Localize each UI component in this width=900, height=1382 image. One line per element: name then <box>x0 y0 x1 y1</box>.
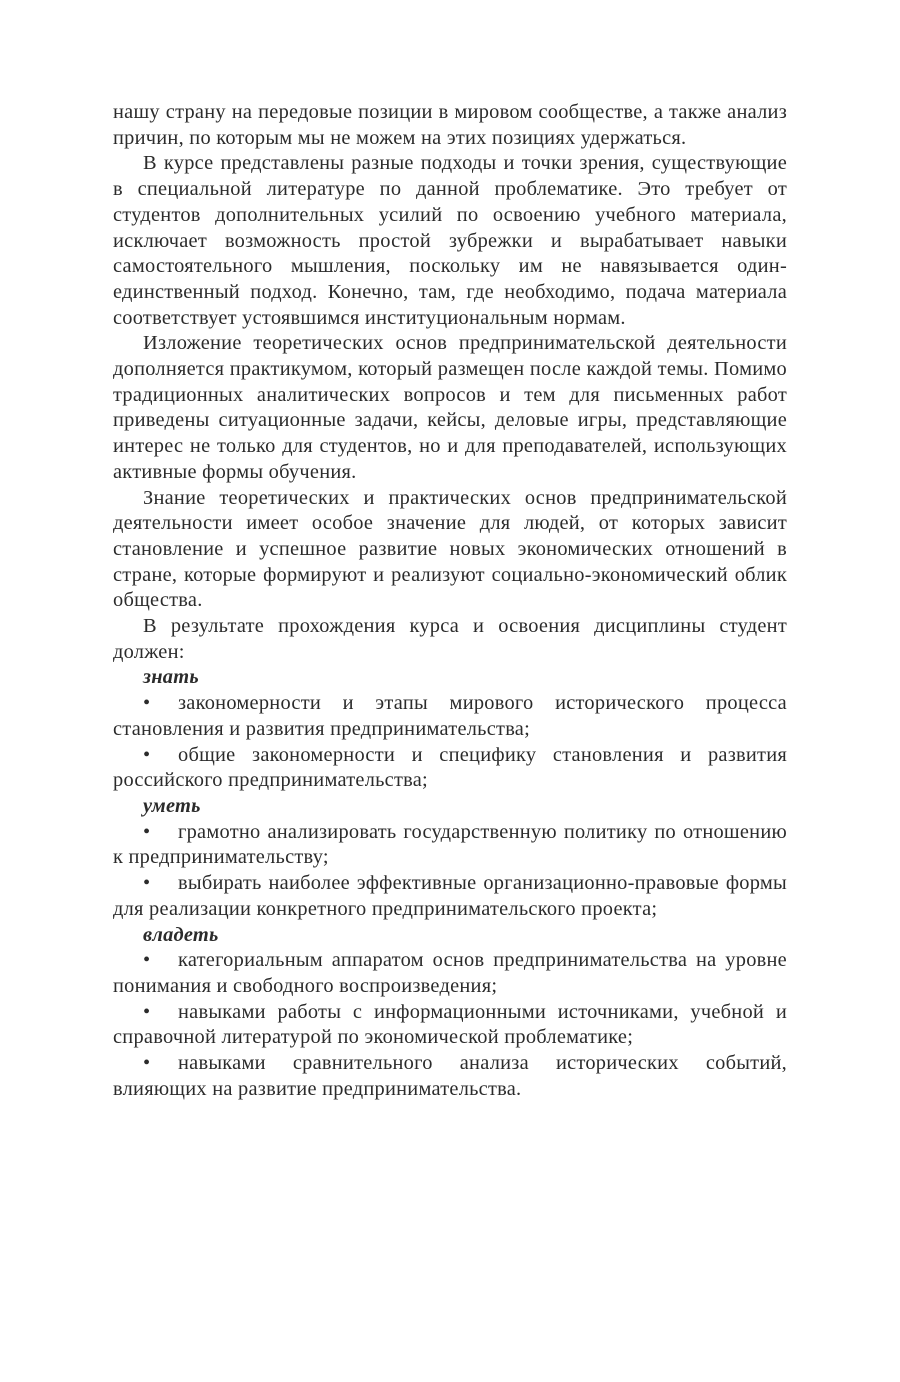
list-item-text: выбирать наиболее эффективные организационно-правовые формы для реализации конкретного предпринимательского проекта; <box>113 872 787 920</box>
list-item <box>113 691 787 742</box>
list-item-text: навыками сравнительного анализа исторических событий, влияющих на развитие предпринимательства. <box>113 1052 787 1100</box>
competency-label-own: владеть <box>143 923 219 946</box>
paragraph-importance: Знание теоретических и практических основ предпринимательской деятельности имеет особое значение для людей, от которых зависит становление и успешное развитие новых экономических отношений в стране, которые формируют и реализуют социально-экономический облик общества. <box>113 486 787 612</box>
list-item-text: навыками работы с информационными источниками, учебной и справочной литературой по экономической проблематике; <box>113 1000 787 1049</box>
bullet-icon: • <box>143 820 151 843</box>
paragraph-course-approaches: В курсе представлены разные подходы и точки зрения, существующие в специальной литературе по данной проблематике. Это требует от студентов дополнительных усилий по освоению учебного материала, исключает возможность простой зубрежки и вырабатывает навыки самостоятельного мышления, поскольку им не навязывается один-единственный подход. Конечно, там, где необходимо, подача материала соответствует устоявшимся институциональным нормам. <box>113 152 787 329</box>
paragraph-practicum: Изложение теоретических основ предпринимательской деятельности дополняется практикумом, который размещен после каждой темы. Помимо традиционных аналитических вопросов и тем для письменных работ приведены ситуационные задачи, кейсы, деловые игры, представляющие интерес не только для студентов, но и для преподавателей, использующих активные формы обучения. <box>113 332 787 483</box>
list-item-text: общие закономерности и специфику становления и развития российского предпринимательства; <box>113 743 787 792</box>
competency-label-can: уметь <box>143 794 201 817</box>
bullet-icon: • <box>143 949 151 972</box>
paragraph-learning-outcomes: В результате прохождения курса и освоения дисциплины студент должен: <box>113 615 787 663</box>
list-item <box>113 948 787 999</box>
list-item-text: категориальным аппаратом основ предпринимательства на уровне понимания и свободного воспроизведения; <box>113 949 787 997</box>
list-item <box>113 1000 787 1051</box>
bullet-icon: • <box>143 1052 151 1075</box>
list-item <box>113 871 787 922</box>
bullet-icon: • <box>143 1000 151 1023</box>
bullet-icon: • <box>143 743 151 766</box>
list-item <box>113 1051 787 1102</box>
competency-label-know: знать <box>143 666 199 689</box>
list-item-text: закономерности и этапы мирового исторического процесса становления и развития предпринимательства; <box>113 692 787 740</box>
text-column <box>113 100 787 1102</box>
bullet-icon: • <box>143 872 151 895</box>
list-item-text: грамотно анализировать государственную политику по отношению к предпринимательству; <box>113 820 787 869</box>
paragraph-continuation: нашу страну на передовые позиции в мировом сообществе, а также анализ причин, по которым мы не можем на этих позициях удержаться. <box>113 101 787 149</box>
list-item <box>113 820 787 871</box>
bullet-icon: • <box>143 692 151 715</box>
list-item <box>113 743 787 794</box>
